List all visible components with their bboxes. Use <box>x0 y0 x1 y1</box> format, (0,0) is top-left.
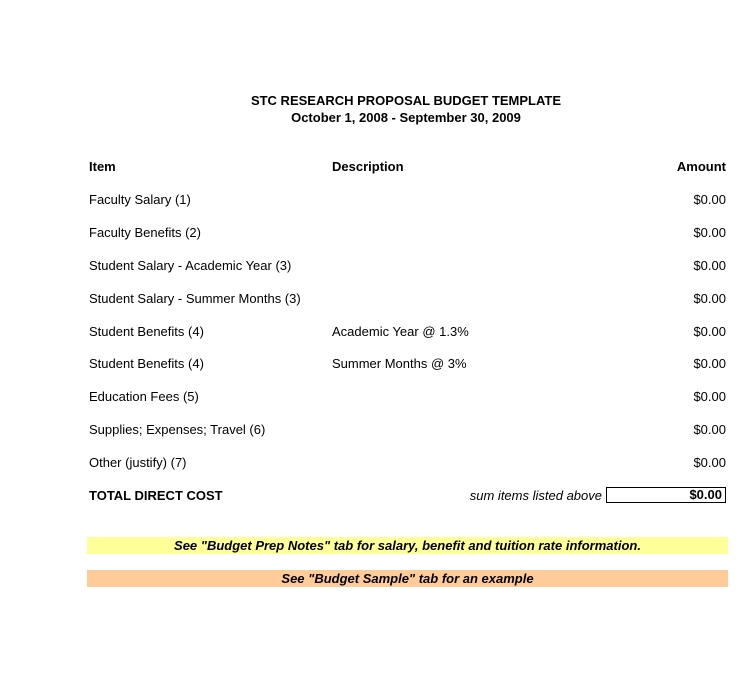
row-item: Student Benefits (4) <box>89 324 204 339</box>
table-row <box>0 291 748 311</box>
row-amount: $0.00 <box>693 356 726 371</box>
page-subtitle: October 1, 2008 - September 30, 2009 <box>291 110 521 125</box>
total-label: TOTAL DIRECT COST <box>89 488 223 503</box>
row-amount: $0.00 <box>693 422 726 437</box>
table-row <box>0 356 748 376</box>
page-title: STC RESEARCH PROPOSAL BUDGET TEMPLATE <box>250 93 562 108</box>
row-amount: $0.00 <box>693 324 726 339</box>
table-row <box>0 422 748 442</box>
row-item: Other (justify) (7) <box>89 455 187 470</box>
row-item: Faculty Salary (1) <box>89 192 191 207</box>
row-description: Summer Months @ 3% <box>332 356 467 371</box>
total-amount-cell[interactable]: $0.00 <box>606 487 726 503</box>
table-row <box>0 455 748 475</box>
row-amount: $0.00 <box>693 192 726 207</box>
table-row <box>0 389 748 409</box>
budget-sample-banner: See "Budget Sample" tab for an example <box>87 570 728 587</box>
table-row <box>0 192 748 212</box>
total-note: sum items listed above <box>469 488 602 503</box>
row-amount: $0.00 <box>693 225 726 240</box>
row-description: Academic Year @ 1.3% <box>332 324 469 339</box>
table-row <box>0 225 748 245</box>
header-amount: Amount <box>676 159 726 174</box>
row-item: Supplies; Expenses; Travel (6) <box>89 422 266 437</box>
budget-prep-notes-banner: See "Budget Prep Notes" tab for salary, benefit and tuition rate information. <box>87 537 728 554</box>
row-item: Faculty Benefits (2) <box>89 225 201 240</box>
row-item: Student Salary - Summer Months (3) <box>89 291 301 306</box>
row-amount: $0.00 <box>693 258 726 273</box>
header-item: Item <box>89 159 116 174</box>
table-row <box>0 258 748 278</box>
table-row <box>0 324 748 344</box>
row-amount: $0.00 <box>693 389 726 404</box>
row-amount: $0.00 <box>693 455 726 470</box>
row-item: Student Benefits (4) <box>89 356 204 371</box>
row-item: Student Salary - Academic Year (3) <box>89 258 292 273</box>
header-description: Description <box>332 159 404 174</box>
row-amount: $0.00 <box>693 291 726 306</box>
row-item: Education Fees (5) <box>89 389 199 404</box>
